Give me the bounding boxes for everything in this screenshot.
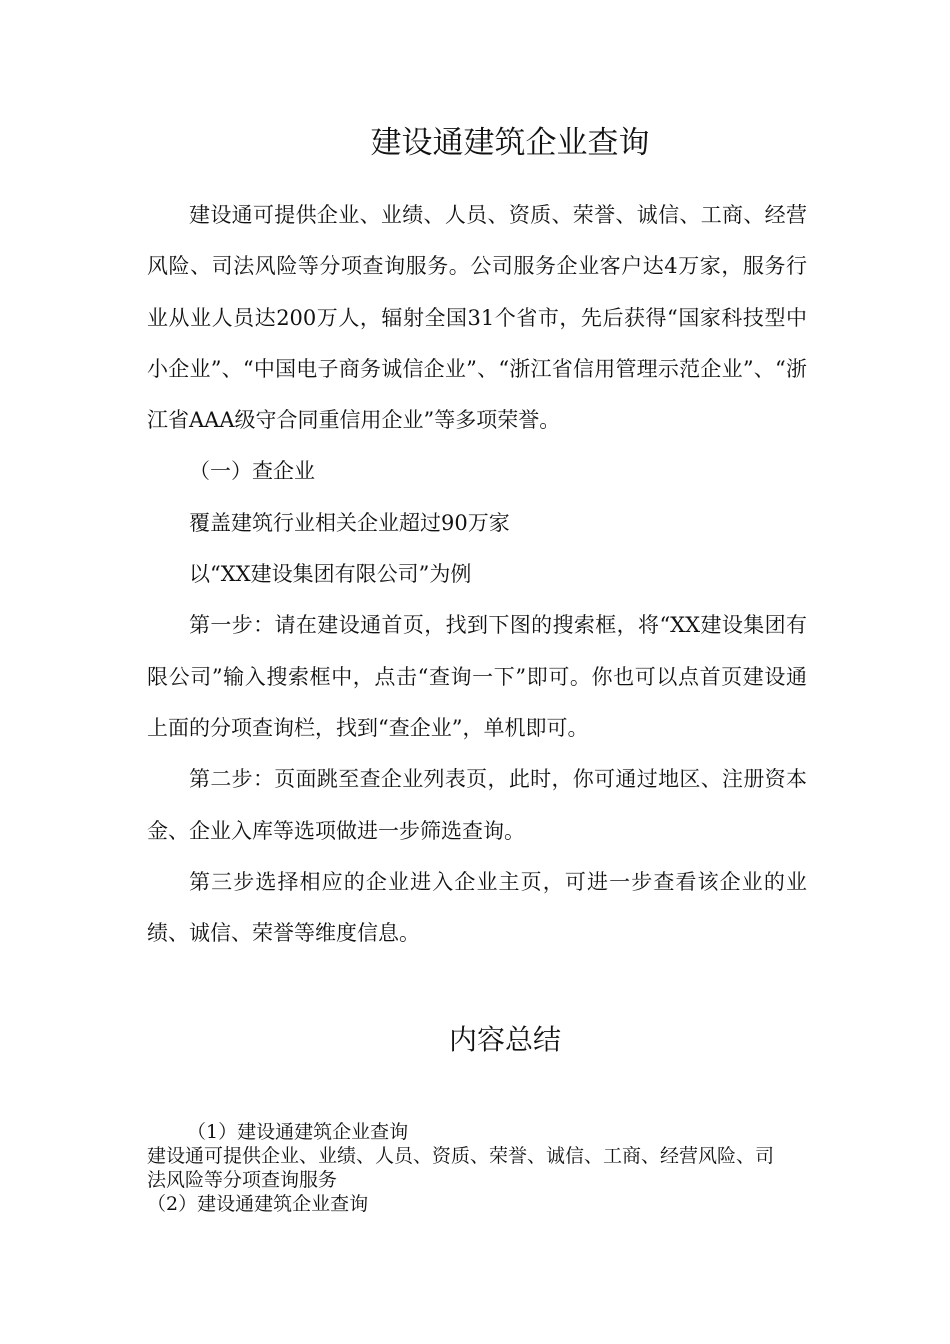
- document-body: [147, 190, 807, 959]
- summary-section: [147, 1120, 787, 1216]
- summary-item-1-heading: （1）建设通建筑企业查询: [187, 1121, 409, 1143]
- paragraph-step-one: 第一步：请在建设通首页，找到下图的搜索框，将“XX建设集团有限公司”输入搜索框中，点击“查询一下”即可。你也可以点首页建设通上面的分项查询栏，找到“查企业”，单机即可。: [147, 613, 807, 740]
- paragraph-example: 以“XX建设集团有限公司”为例: [189, 562, 472, 587]
- document-title: 建设通建筑企业查询: [370, 125, 650, 161]
- summary-title: 内容总结: [448, 1023, 561, 1056]
- paragraph-step-two: 第二步：页面跳至查企业列表页，此时，你可通过地区、注册资本金、企业入库等选项做进一步筛选查询。: [147, 767, 807, 843]
- summary-item-2-heading: （2）建设通建筑企业查询: [147, 1193, 369, 1215]
- paragraph-intro: 建设通可提供企业、业绩、人员、资质、荣誉、诚信、工商、经营风险、司法风险等分项查询服务。公司服务企业客户达4万家，服务行业从业人员达200万人，辐射全国31个省市，先后获得“国家科技型中小企业”、“中国电子商务诚信企业”、“浙江省信用管理示范企业”、“浙江省AAA级守合同重信用企业”等多项荣誉。: [147, 203, 807, 433]
- paragraph-step-three: 第三步选择相应的企业进入企业主页，可进一步查看该企业的业绩、诚信、荣誉等维度信息。: [147, 869, 807, 946]
- paragraph-coverage: 覆盖建筑行业相关企业超过90万家: [189, 510, 510, 535]
- section-heading-enterprise: （一）查企业: [189, 459, 315, 484]
- summary-item-1-text: 建设通可提供企业、业绩、人员、资质、荣誉、诚信、工商、经营风险、司法风险等分项查询服务: [147, 1145, 775, 1191]
